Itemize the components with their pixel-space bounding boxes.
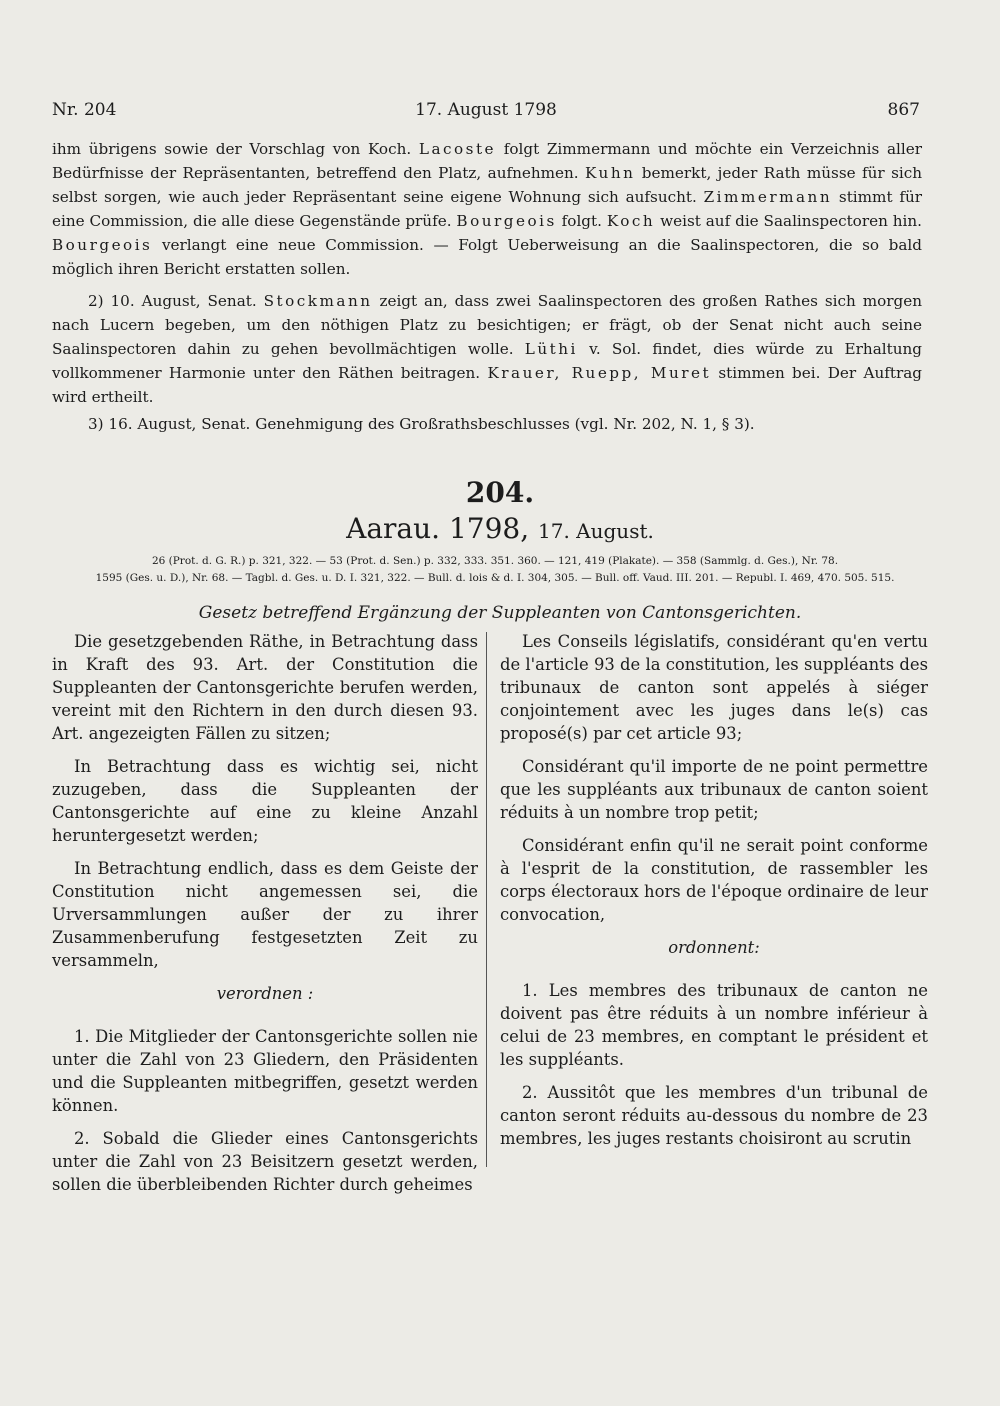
document-subject: Gesetz betreffend Ergänzung der Suppleanten von Cantonsgerichten.: [198, 603, 802, 623]
place-year: Aarau. 1798,: [346, 512, 530, 545]
german-article: 2. Sobald die Glieder eines Cantonsgerichts unter die Zahl von 23 Beisitzern gesetzt werden, sollen die überbleibenden Richter durch geheimes: [52, 1129, 478, 1194]
column-divider: [486, 632, 487, 1167]
document-place-date: [0, 512, 1000, 545]
speaker-name: Krauer, Ruepp, Muret: [487, 364, 712, 382]
french-paragraph: Considérant enfin qu'il ne serait point conforme à l'esprit de la constitution, de rassembler les corps électoraux hors de l'époque ordinaire de leur convocation,: [500, 836, 928, 924]
text-run: bemerkt, jeder Rath müsse für sich selbst sorgen, wie auch jeder Repräsentant seine eigene Wohnung sich aufsucht.: [52, 164, 923, 206]
french-article: 1. Les membres des tribunaux de canton ne doivent pas être réduits à un nombre inférieur à celui de 23 membres, en comptant le président et les suppléants.: [500, 981, 928, 1069]
french-verb: ordonnent:: [668, 938, 760, 957]
speaker-name: Bourgeois: [52, 236, 153, 254]
text-run: v. Sol. findet, dies würde zu Erhaltung vollkommener Harmonie unter den Räthen beitragen.: [52, 340, 922, 382]
document-number: 204.: [465, 476, 535, 509]
german-article: 1. Die Mitglieder der Cantonsgerichte sollen nie unter die Zahl von 23 Gliedern, den Präsidenten und die Suppleanten mitbegriffen, gesetzt werden können.: [52, 1027, 478, 1115]
speaker-name: Kuhn: [585, 164, 636, 182]
french-paragraph: Les Conseils législatifs, considérant qu'en vertu de l'article 93 de la constitution, les suppléants des tribunaux de canton sont appelés à siéger conjointement avec les juges dans le(s) cas proposé(s) par cet article 93;: [500, 632, 928, 743]
text-run: folgt Zimmermann und möchte ein Verzeichnis aller Bedürfnisse der Repräsentanten, betreffend den Platz, aufnehmen.: [52, 140, 922, 182]
german-paragraph: Die gesetzgebenden Räthe, in Betrachtung dass in Kraft des 93. Art. der Constitution die Suppleanten der Cantonsgerichte berufen werden, vereint mit den Richtern in den durch diesen 93. Art. angezeigten Fällen zu sitzen;: [52, 632, 478, 743]
speaker-name: Lacoste: [418, 140, 497, 158]
header-page-number: 867: [887, 100, 920, 120]
text-run: verlangt eine neue Commission. — Folgt Ueberweisung an die Saalinspectoren, die so bald möglich ihren Bericht erstatten sollen.: [52, 236, 922, 278]
speaker-name: Bourgeois: [456, 212, 557, 230]
text-run: stimmt für eine Commission, die alle diese Gegenstände prüfe.: [52, 188, 923, 230]
intro-paragraph-3: 3) 16. August, Senat. Genehmigung des Großrathsbeschlusses (vgl. Nr. 202, N. 1, § 3).: [88, 415, 755, 433]
speaker-name: Lüthi: [524, 340, 578, 358]
speaker-name: Stockmann: [263, 292, 373, 310]
french-column: [500, 630, 928, 1160]
speaker-name: Zimmermann: [703, 188, 833, 206]
page-header: [52, 100, 920, 126]
text-run: zeigt an, dass zwei Saalinspectoren des großen Rathes sich morgen nach Lucern begeben, um den nöthigen Platz zu besichtigen; er frägt, ob der Senat nicht auch seine Saalinspectoren dahin zu gehen bevollmächtigen wolle.: [52, 292, 922, 358]
intro-paragraph-1: [52, 137, 922, 281]
intro-paragraph-2: [52, 289, 922, 409]
french-article: 2. Aussitôt que les membres d'un tribunal de canton seront réduits au-dessous du nombre de 23 membres, les juges restants choisiront au scrutin: [500, 1083, 928, 1148]
french-paragraph: Considérant qu'il importe de ne point permettre que les suppléants aux tribunaux de canton soient réduits à un nombre trop petit;: [500, 757, 928, 822]
text-run: 2) 10. August, Senat.: [88, 292, 264, 310]
text-run: stimmen bei. Der Auftrag wird ertheilt.: [52, 364, 922, 406]
german-paragraph: In Betrachtung dass es wichtig sei, nicht zuzugeben, dass die Suppleanten der Cantonsgerichte auf eine zu kleine Anzahl heruntergesetzt werden;: [52, 757, 478, 845]
sources-line-1: 26 (Prot. d. G. R.) p. 321, 322. — 53 (Prot. d. Sen.) p. 332, 333. 351. 360. — 121, 419 (Plakate). — 358 (Sammlg. d. Ges.), Nr. 78.: [151, 555, 839, 567]
sources-line-2: 1595 (Ges. u. D.), Nr. 68. — Tagbl. d. Ges. u. D. I. 321, 322. — Bull. d. lois & d. I. 304, 305. — Bull. off. Vaud. III. 201. — Republ. I. 469, 470. 505. 515.: [95, 572, 895, 584]
text-run: ihm übrigens sowie der Vorschlag von Koch.: [52, 140, 419, 158]
date-day: 17. August.: [538, 519, 654, 543]
german-column: [52, 630, 478, 1206]
text-run: weist auf die Saalinspectoren hin.: [655, 212, 922, 230]
german-verb: verordnen :: [216, 984, 314, 1003]
header-number: Nr. 204: [52, 100, 117, 120]
header-date: 17. August 1798: [415, 100, 557, 120]
speaker-name: Koch: [606, 212, 656, 230]
german-paragraph: In Betrachtung endlich, dass es dem Geiste der Constitution nicht angemessen sei, die Urversammlungen außer der zu ihrer Zusammenberufung festgesetzten Zeit zu versammeln,: [52, 859, 478, 970]
text-run: folgt.: [556, 212, 607, 230]
